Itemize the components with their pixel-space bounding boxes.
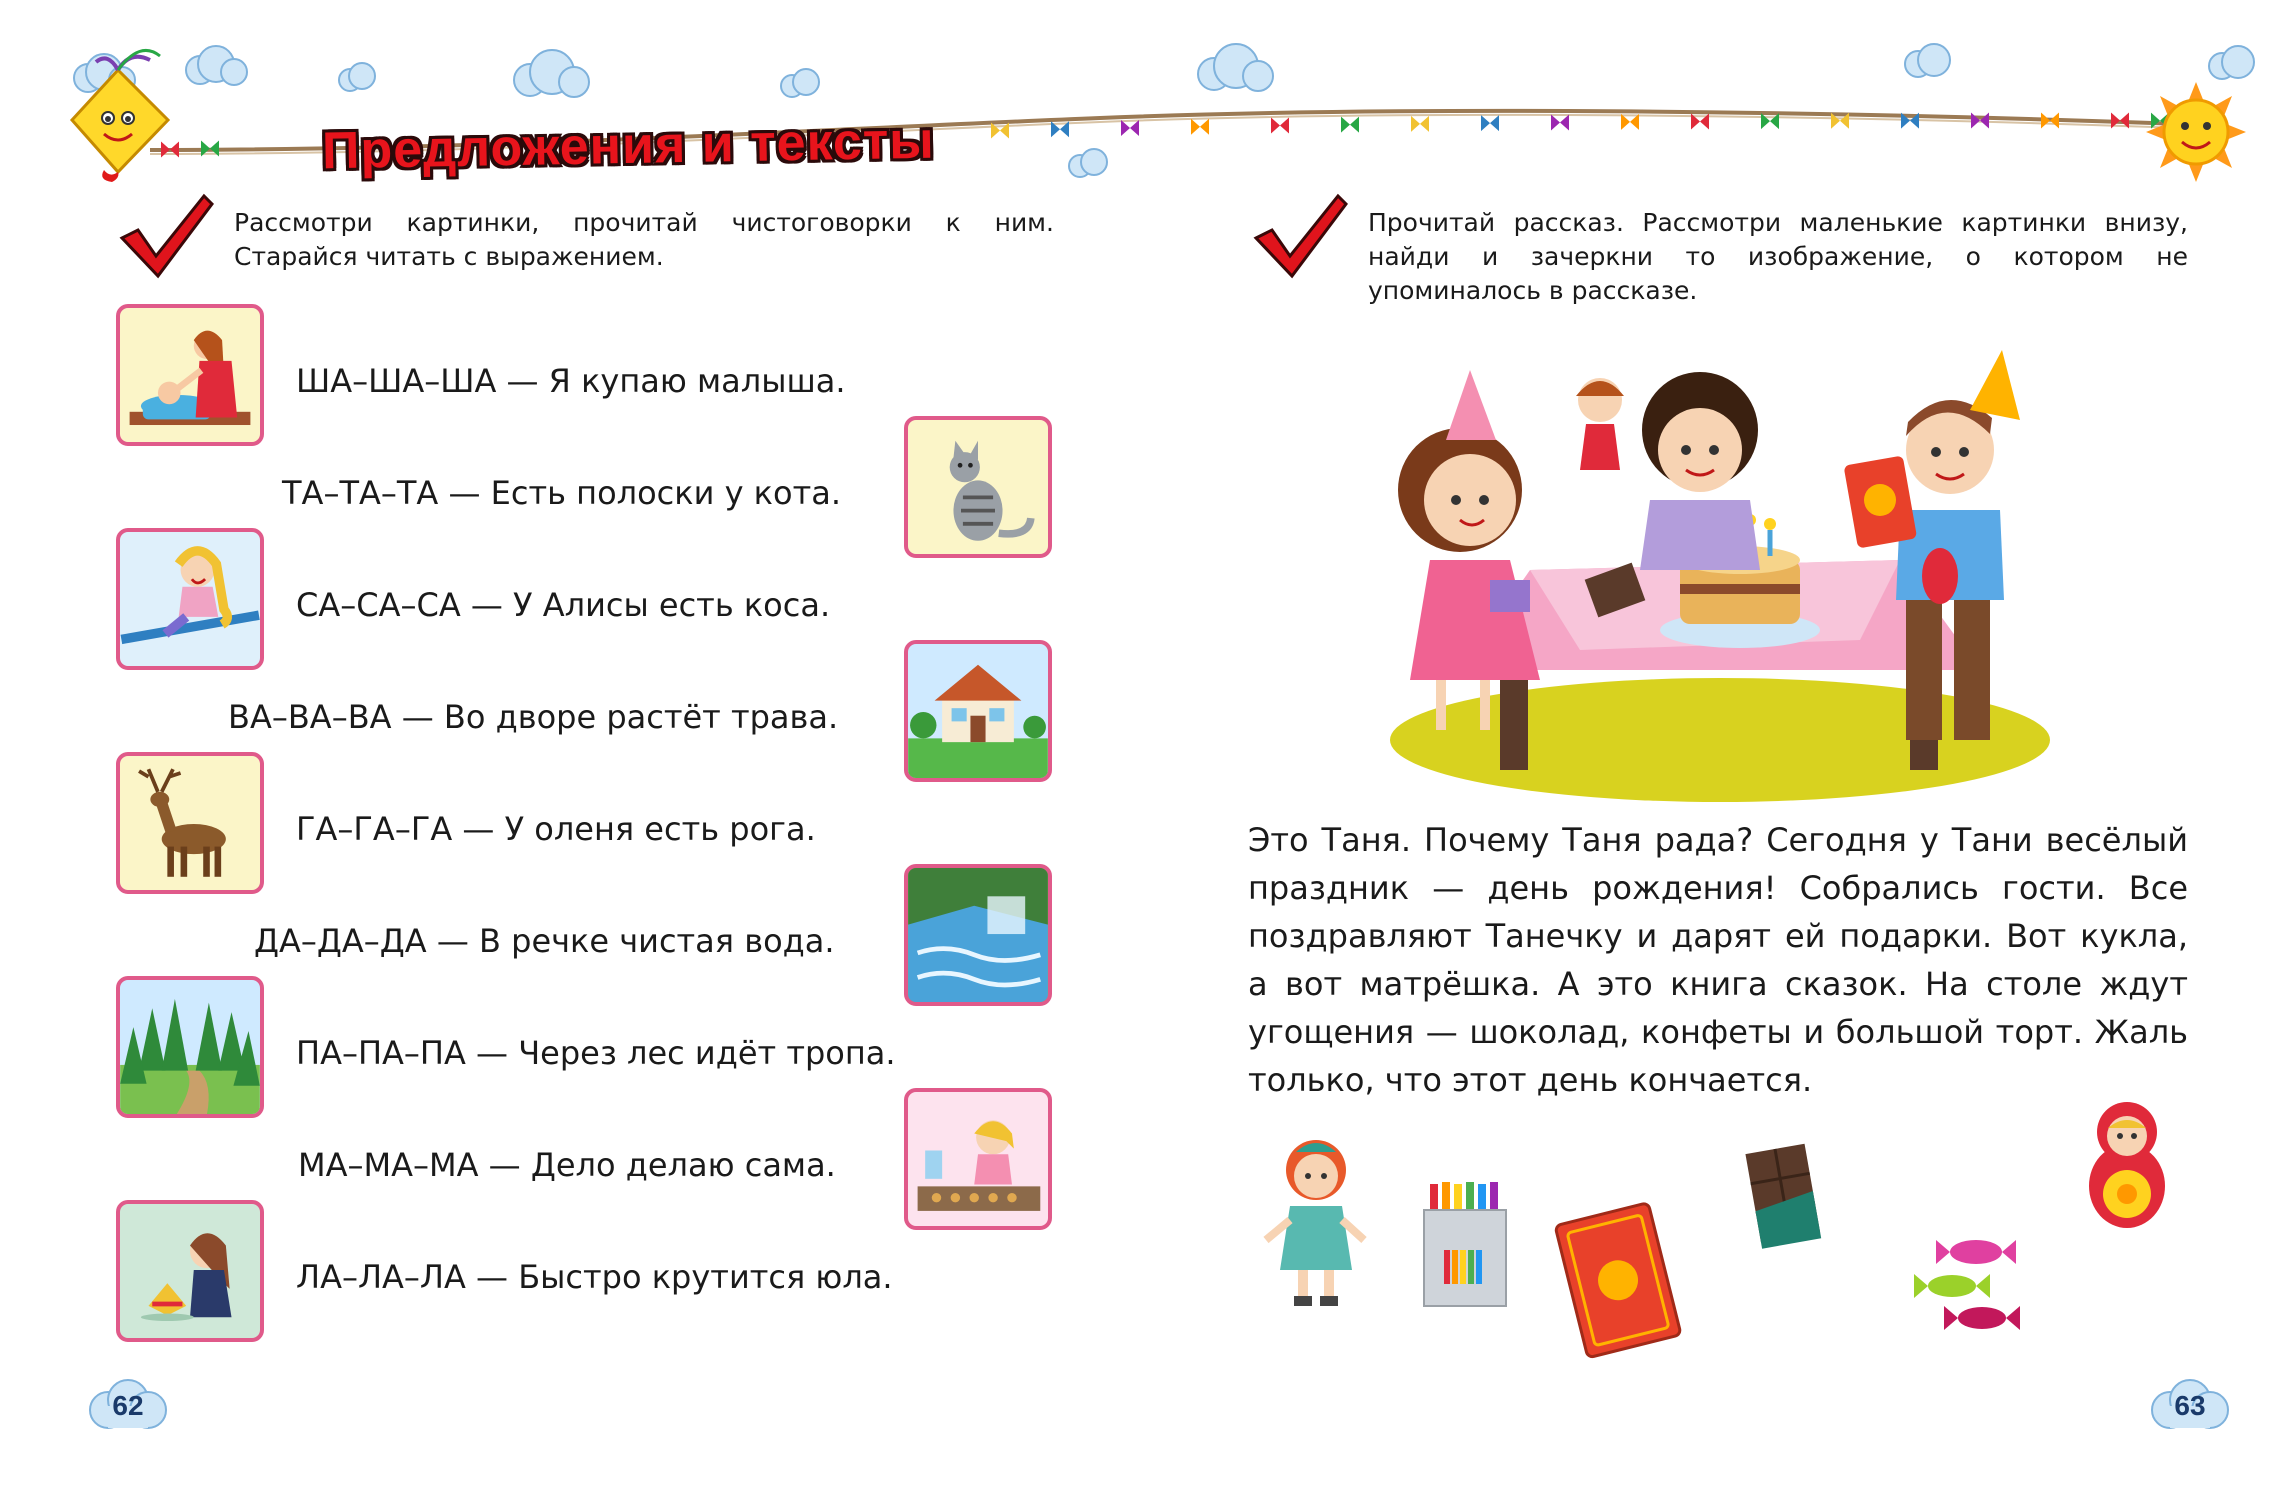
picture-striped-cat — [904, 416, 1052, 558]
cloud-icon — [1069, 149, 1107, 177]
bow-icon — [1191, 119, 1209, 135]
twister-line: МА–МА–МА — Дело делаю сама. — [298, 1146, 836, 1184]
cloud-icon — [2209, 46, 2254, 79]
checkmark-icon — [116, 190, 216, 280]
picture-girl-with-spinning-top — [116, 1200, 264, 1342]
sun-icon — [2146, 82, 2246, 182]
page-number-right — [2148, 1376, 2232, 1436]
twister-line: СА–СА–СА — У Алисы есть коса. — [296, 586, 831, 624]
twister-line: ЛА–ЛА–ЛА — Быстро крутится юла. — [296, 1258, 893, 1296]
cloud-icon — [186, 46, 247, 85]
story-text: Это Таня. Почему Таня рада? Сегодня у Тани весёлый праздник — день рождения! Собрались гости. Все поздравляют Танечку и дарят ей подарки. Вот кукла, а вот матрёшка. А это книга сказок. На столе ждут угощения — шоколад, конфеты и большой торт. Жаль только, что этот день кончается. — [1248, 821, 2188, 1099]
bow-icon — [1971, 112, 1989, 128]
picture-forest-path — [116, 976, 264, 1118]
picture-girl-on-seesaw — [116, 528, 264, 670]
right-instruction: Прочитай рассказ. Рассмотри маленькие картинки внизу, найди и зачеркни то изображение, о котором не упоминалось в рассказе. — [1368, 208, 2188, 305]
picture-river — [904, 864, 1052, 1006]
bow-icon — [1271, 117, 1289, 133]
chocolate-icon[interactable] — [1740, 1140, 1830, 1260]
checkmark-icon — [1250, 190, 1350, 280]
bow-icon — [1481, 115, 1499, 131]
bow-icon — [991, 122, 1009, 138]
cloud-icon — [339, 63, 375, 91]
bow-icon — [1121, 120, 1139, 136]
candies-icon[interactable] — [1896, 1226, 2036, 1346]
twister-line: ПА–ПА–ПА — Через лес идёт тропа. — [296, 1034, 896, 1072]
page-number-left — [86, 1376, 170, 1436]
cloud-icon — [514, 50, 589, 97]
twister-line: ВА–ВА–ВА — Во дворе растёт трава. — [228, 698, 839, 736]
picture-deer — [116, 752, 264, 894]
picture-house-with-grass — [904, 640, 1052, 782]
page-number-63: 63 — [2174, 1390, 2206, 1421]
bow-icon — [1551, 114, 1569, 130]
left-instruction: Рассмотри картинки, прочитай чистоговорки к ним. Старайся читать с выражением. — [234, 208, 1054, 271]
bow-icon — [1411, 116, 1429, 132]
picture-mother-bathing-baby — [116, 304, 264, 446]
bow-icon — [1341, 117, 1359, 133]
page-number-62: 62 — [112, 1390, 144, 1421]
twister-line: ТА–ТА–ТА — Есть полоски у кота. — [282, 474, 841, 512]
book-icon[interactable] — [1554, 1200, 1684, 1360]
section-title: Предложения и тексты — [321, 111, 936, 181]
picture-girl-baking — [904, 1088, 1052, 1230]
doll-icon[interactable] — [1260, 1130, 1370, 1310]
cloud-icon — [1198, 44, 1273, 91]
twister-line: ГА–ГА–ГА — У оленя есть рога. — [296, 810, 816, 848]
cloud-icon — [781, 69, 819, 97]
birthday-party-illustration — [1380, 340, 2060, 810]
bow-icon — [161, 142, 179, 158]
colored-pencils-icon[interactable] — [1420, 1180, 1510, 1310]
cloud-icon — [1905, 44, 1950, 77]
bow-icon — [1761, 113, 1779, 129]
matryoshka-icon[interactable] — [2082, 1094, 2172, 1230]
twister-line: ША–ША–ША — Я купаю малыша. — [296, 362, 846, 400]
twister-line: ДА–ДА–ДА — В речке чистая вода. — [254, 922, 835, 960]
